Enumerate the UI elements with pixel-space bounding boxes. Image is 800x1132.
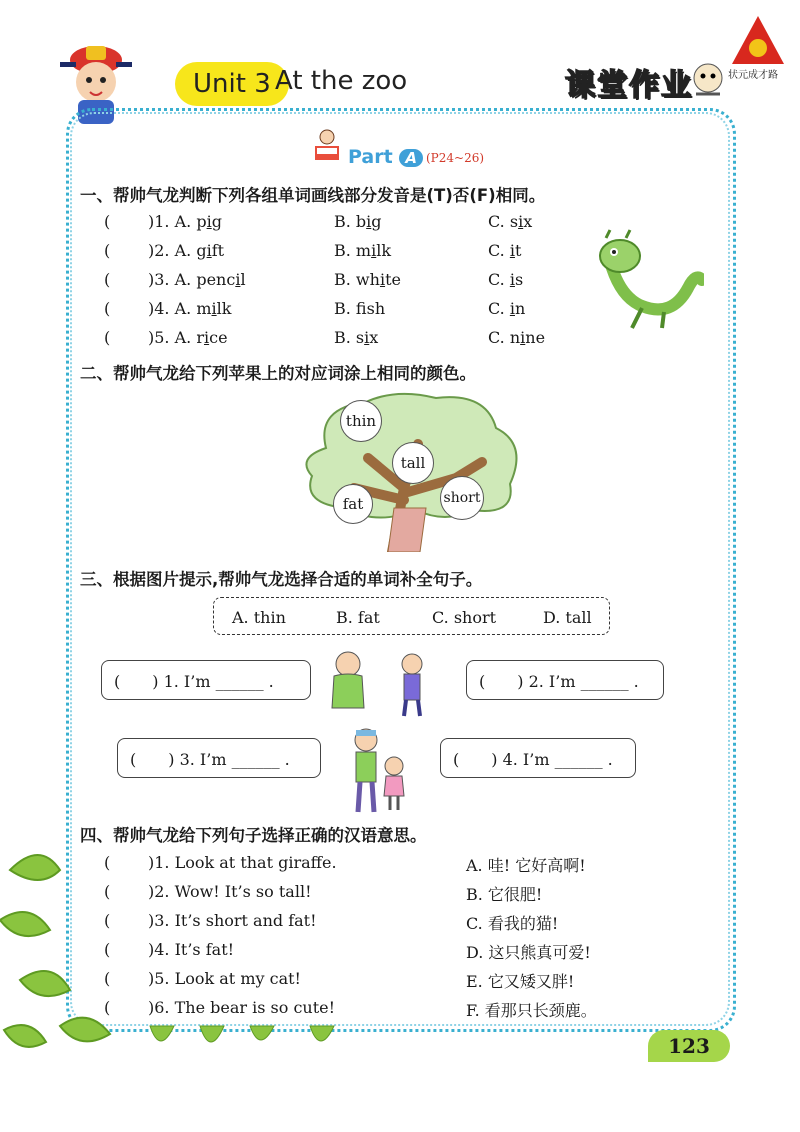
question-5-option-b: B. six (334, 328, 379, 347)
answer-blank[interactable]: ( (104, 998, 111, 1017)
question-3-option-c: C. is (488, 270, 524, 289)
answer-blank: ( (104, 328, 111, 347)
question-4-option-a: )4. A. milk (148, 299, 232, 318)
question-4-option-c: C. in (488, 299, 526, 318)
apple-label: thin (345, 412, 377, 430)
meaning-zh: F. 看那只长颈鹿。 (466, 1001, 597, 1020)
answer-blank: ( (104, 212, 111, 231)
answer-blank: ( (104, 241, 111, 260)
cat-mascot-illustration (688, 58, 728, 102)
page-number: 123 (648, 1030, 730, 1062)
question-2-option-c: C. it (488, 241, 522, 260)
people-illustration-top (320, 650, 444, 718)
sentence-en: )6. The bear is so cute! (148, 998, 336, 1017)
meaning-zh: C. 看我的猫! (466, 914, 559, 933)
answer-blank[interactable]: ( (104, 911, 111, 930)
apple-thin[interactable] (340, 400, 382, 442)
bottom-leaves-decoration (140, 1020, 440, 1060)
answer-blank: ( (104, 270, 111, 289)
option-a: A. thin (232, 608, 286, 627)
question-2-option-b: B. milk (334, 241, 392, 260)
sentence-3: ( ) 3. I’m ______ . (130, 749, 290, 769)
unit-label: Unit 3 (175, 62, 289, 106)
apple-label: short (443, 490, 481, 506)
question-3-option-b: B. white (334, 270, 401, 289)
speech-bubble-4[interactable] (440, 738, 636, 778)
sentence-2: ( ) 2. I’m ______ . (479, 671, 639, 691)
meaning-zh: E. 它又矮又胖! (466, 972, 575, 991)
reading-child-icon (312, 128, 342, 162)
option-c: C. short (432, 608, 497, 627)
part-label (348, 146, 423, 168)
question-1-option-c: C. six (488, 212, 533, 231)
answer-blank[interactable]: ( (104, 940, 111, 959)
section2-heading: 二、帮帅气龙给下列苹果上的对应词涂上相同的颜色。 (80, 364, 476, 383)
apple-tall[interactable] (392, 442, 434, 484)
speech-bubble-3[interactable] (117, 738, 321, 778)
section3-heading: 三、根据图片提示,帮帅气龙选择合适的单词补全句子。 (80, 570, 483, 589)
speech-bubble-1[interactable] (101, 660, 311, 700)
people-illustration-bottom (344, 726, 414, 814)
apple-fat[interactable] (333, 484, 373, 524)
question-1-option-b: B. big (334, 212, 382, 231)
sentence-en: )3. It’s short and fat! (148, 911, 317, 930)
answer-blank: ( (104, 299, 111, 318)
question-3-option-a: )3. A. pencil (148, 270, 246, 289)
answer-blank[interactable]: ( (104, 969, 111, 988)
apple-label: fat (342, 495, 364, 513)
sentence-en: )5. Look at my cat! (148, 969, 301, 988)
sentence-1: ( ) 1. I’m ______ . (114, 671, 274, 691)
brand-title: 课堂作业 (565, 68, 693, 103)
part-text: Part (348, 146, 393, 168)
option-b: B. fat (336, 608, 380, 627)
answer-blank[interactable]: ( (104, 882, 111, 901)
apple-label: tall (400, 454, 426, 472)
meaning-zh: B. 它很肥! (466, 885, 543, 904)
unit-title: At the zoo (275, 66, 408, 96)
leaves-decoration (0, 830, 130, 1060)
sentence-en: )4. It’s fat! (148, 940, 235, 959)
question-5-option-c: C. nine (488, 328, 546, 347)
speech-bubble-2[interactable] (466, 660, 664, 700)
option-d: D. tall (543, 608, 592, 627)
meaning-zh: A. 哇! 它好高啊! (466, 856, 586, 875)
question-4-option-b: B. fsh (334, 299, 386, 318)
dragon-illustration (592, 228, 704, 332)
part-pages: (P24~26) (426, 151, 485, 165)
apple-short[interactable] (440, 476, 484, 520)
question-5-option-a: )5. A. rice (148, 328, 228, 347)
section1-heading: 一、帮帅气龙判断下列各组单词画线部分发音是(T)否(F)相同。 (80, 186, 546, 205)
sentence-en: )1. Look at that giraffe. (148, 853, 337, 872)
sentence-4: ( ) 4. I’m ______ . (453, 749, 613, 769)
logo-text: 状元成才路 (728, 70, 778, 81)
part-letter-badge: A (399, 149, 423, 167)
question-1-option-a: )1. A. pig (148, 212, 222, 231)
question-2-option-a: )2. A. gift (148, 241, 225, 260)
answer-blank[interactable]: ( (104, 853, 111, 872)
meaning-zh: D. 这只熊真可爱! (466, 943, 591, 962)
section4-heading: 四、帮帅气龙给下列句子选择正确的汉语意思。 (80, 826, 427, 845)
logo-triangle-icon (730, 14, 786, 66)
sentence-en: )2. Wow! It’s so tall! (148, 882, 312, 901)
